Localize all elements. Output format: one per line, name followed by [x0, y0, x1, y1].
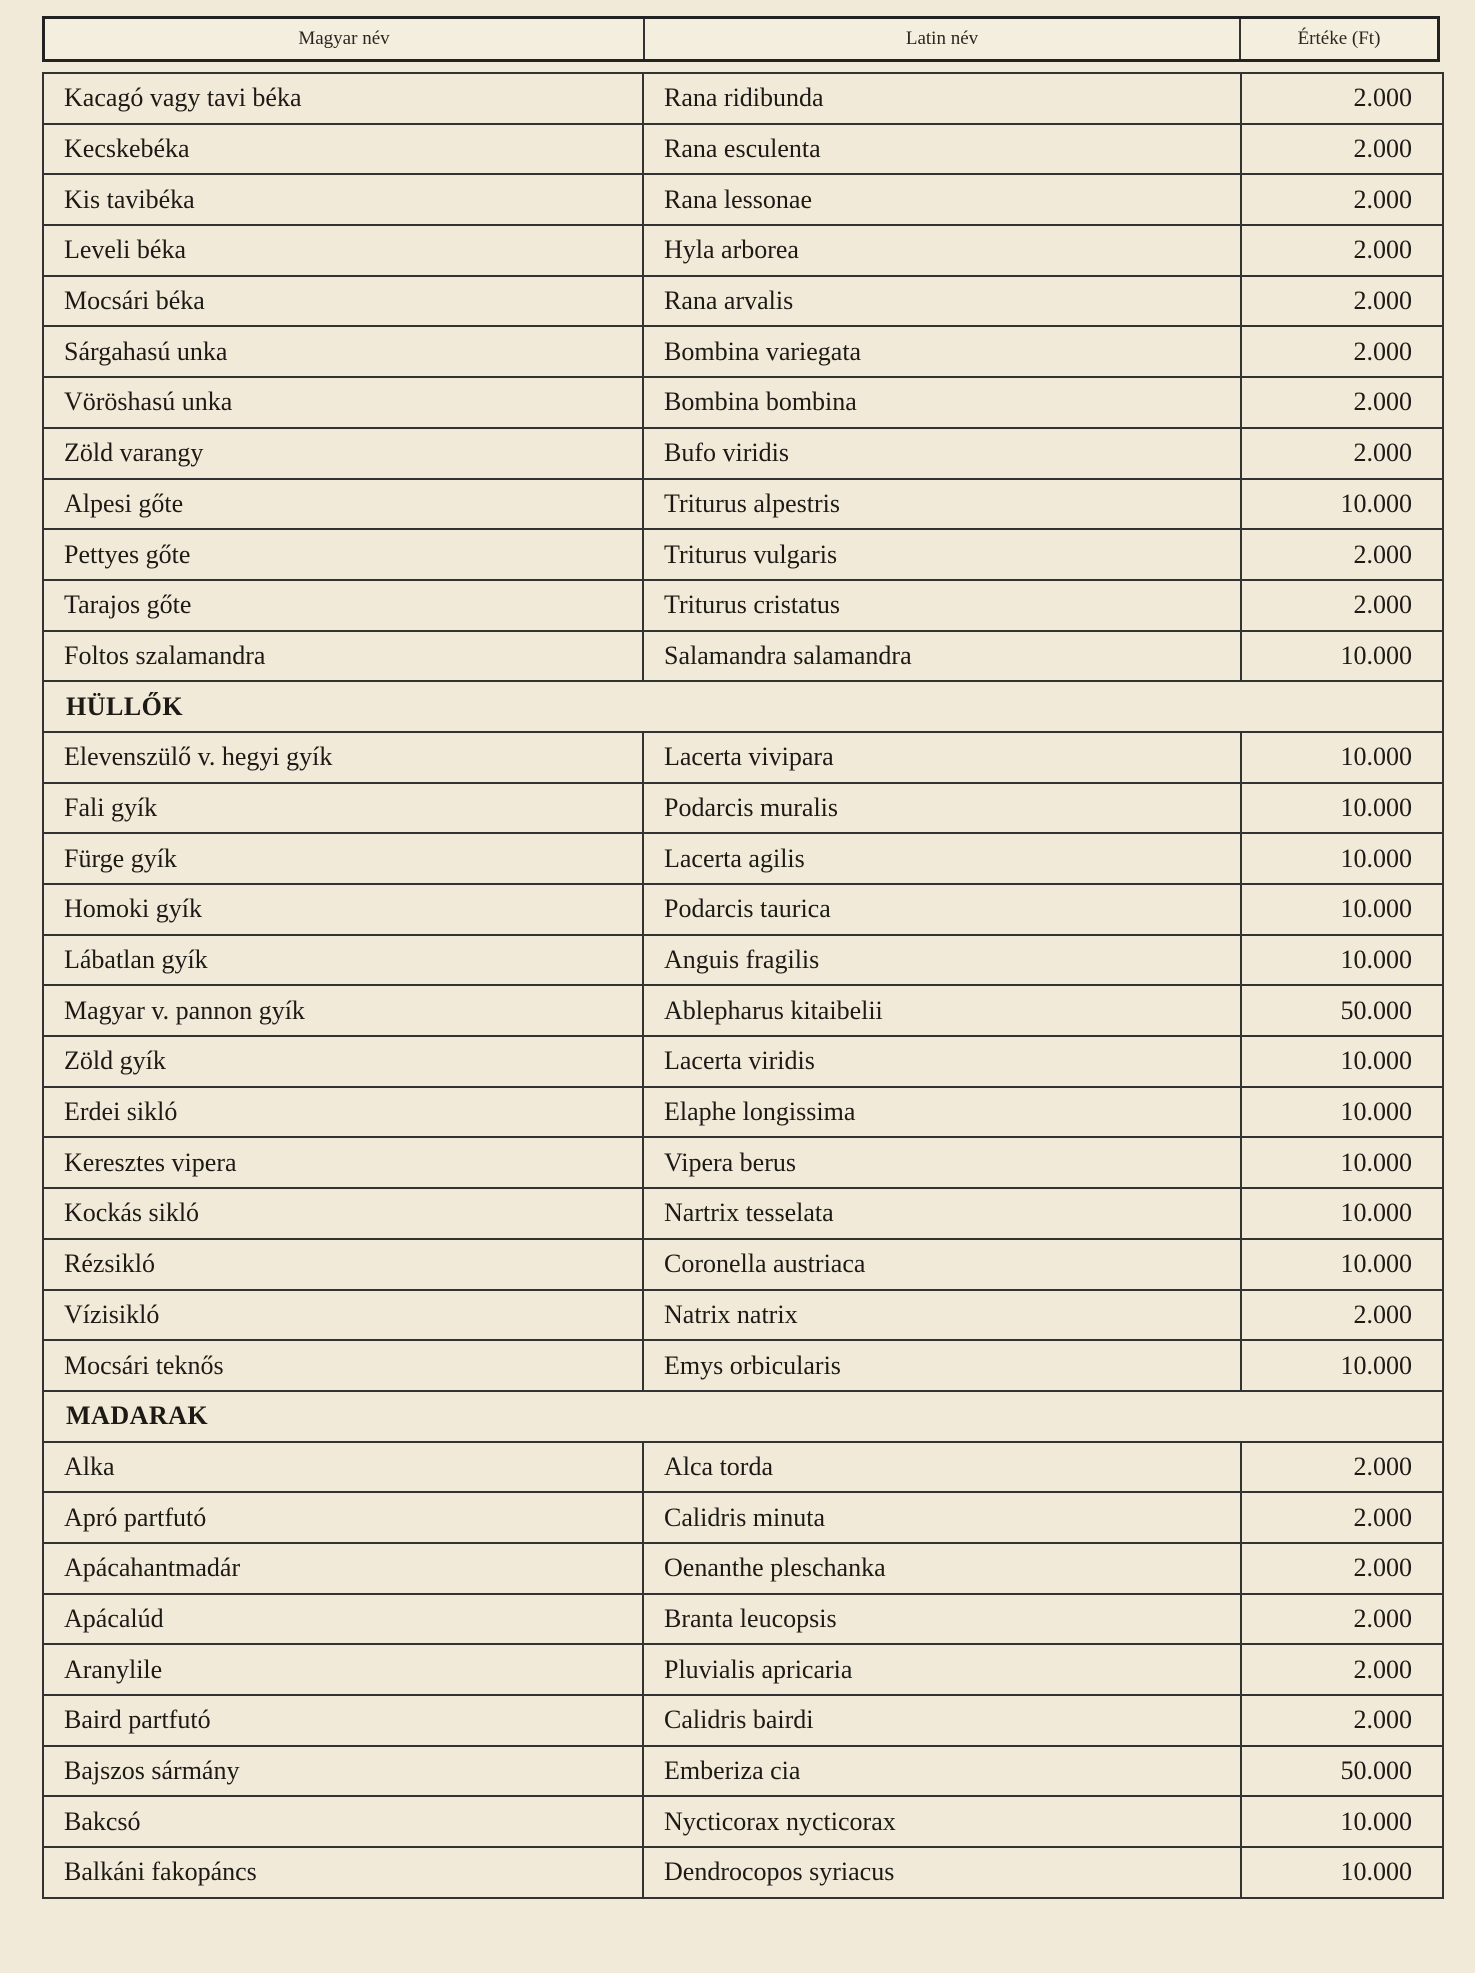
hungarian-name-cell: Pettyes gőte [44, 530, 644, 579]
table-row [44, 1645, 1442, 1696]
latin-name-cell: Pluvialis apricaria [644, 1645, 1242, 1694]
latin-name-cell: Rana ridibunda [644, 74, 1242, 123]
hungarian-name-cell: Kecskebéka [44, 125, 644, 174]
table-row [44, 1037, 1442, 1088]
value-cell: 50.000 [1340, 1756, 1412, 1786]
latin-name-cell: Dendrocopos syriacus [644, 1848, 1242, 1897]
hungarian-name-cell: Tarajos gőte [44, 581, 644, 630]
hungarian-name-cell: Erdei sikló [44, 1088, 644, 1137]
latin-name-cell: Lacerta vivipara [644, 733, 1242, 782]
latin-name-cell: Lacerta viridis [644, 1037, 1242, 1086]
value-cell: 50.000 [1340, 995, 1412, 1025]
hungarian-name-cell: Zöld gyík [44, 1037, 644, 1086]
hungarian-name-cell: Vöröshasú unka [44, 378, 644, 427]
value-cell: 10.000 [1340, 488, 1412, 518]
table-row [44, 986, 1442, 1037]
latin-name-cell: Oenanthe pleschanka [644, 1544, 1242, 1593]
table-row [44, 74, 1442, 125]
latin-name-cell: Rana lessonae [644, 175, 1242, 224]
table-row [44, 480, 1442, 531]
hungarian-name-cell: Kockás sikló [44, 1189, 644, 1238]
table-row [44, 125, 1442, 176]
header-hungarian-name: Magyar név [45, 19, 645, 59]
table-row [44, 834, 1442, 885]
hungarian-name-cell: Lábatlan gyík [44, 936, 644, 985]
hungarian-name-cell: Mocsári béka [44, 277, 644, 326]
latin-name-cell: Rana arvalis [644, 277, 1242, 326]
value-cell: 2.000 [1353, 1299, 1412, 1329]
hungarian-name-cell: Fali gyík [44, 784, 644, 833]
value-cell: 2.000 [1353, 1451, 1412, 1481]
hungarian-name-cell: Vízisikló [44, 1291, 644, 1340]
latin-name-cell: Hyla arborea [644, 226, 1242, 275]
latin-name-cell: Coronella austriaca [644, 1240, 1242, 1289]
value-cell: 10.000 [1340, 1097, 1412, 1127]
latin-name-cell: Bufo viridis [644, 429, 1242, 478]
latin-name-cell: Ablepharus kitaibelii [644, 986, 1242, 1035]
value-cell: 10.000 [1340, 1857, 1412, 1887]
table-header [42, 16, 1440, 62]
latin-name-cell: Podarcis muralis [644, 784, 1242, 833]
value-cell: 10.000 [1340, 1147, 1412, 1177]
hungarian-name-cell: Bajszos sármány [44, 1747, 644, 1796]
value-cell: 2.000 [1353, 438, 1412, 468]
table-row [44, 378, 1442, 429]
latin-name-cell: Salamandra salamandra [644, 632, 1242, 681]
value-cell: 2.000 [1353, 235, 1412, 265]
hungarian-name-cell: Apácalúd [44, 1595, 644, 1644]
hungarian-name-cell: Baird partfutó [44, 1696, 644, 1745]
value-cell: 10.000 [1340, 1046, 1412, 1076]
latin-name-cell: Lacerta agilis [644, 834, 1242, 883]
table-row [44, 885, 1442, 936]
hungarian-name-cell: Homoki gyík [44, 885, 644, 934]
table-row [44, 226, 1442, 277]
value-cell: 10.000 [1340, 945, 1412, 975]
table-row [44, 175, 1442, 226]
table-row [44, 1341, 1442, 1392]
table-row [44, 1797, 1442, 1848]
table-row [44, 1189, 1442, 1240]
hungarian-name-cell: Magyar v. pannon gyík [44, 986, 644, 1035]
header-value: Értéke (Ft) [1297, 28, 1381, 49]
value-cell: 2.000 [1353, 83, 1412, 113]
hungarian-name-cell: Elevenszülő v. hegyi gyík [44, 733, 644, 782]
section-heading: MADARAK [44, 1392, 1442, 1443]
hungarian-name-cell: Sárgahasú unka [44, 327, 644, 376]
latin-name-cell: Emys orbicularis [644, 1341, 1242, 1390]
value-cell: 2.000 [1353, 1603, 1412, 1633]
value-cell: 10.000 [1340, 1350, 1412, 1380]
table-row [44, 1696, 1442, 1747]
value-cell: 10.000 [1340, 1249, 1412, 1279]
hungarian-name-cell: Apácahantmadár [44, 1544, 644, 1593]
hungarian-name-cell: Rézsikló [44, 1240, 644, 1289]
latin-name-cell: Triturus alpestris [644, 480, 1242, 529]
table-row [44, 1544, 1442, 1595]
latin-name-cell: Elaphe longissima [644, 1088, 1242, 1137]
value-cell: 2.000 [1353, 1654, 1412, 1684]
table-row [44, 1088, 1442, 1139]
latin-name-cell: Triturus cristatus [644, 581, 1242, 630]
latin-name-cell: Vipera berus [644, 1138, 1242, 1187]
section-heading: HÜLLŐK [44, 682, 1442, 733]
species-table [42, 72, 1444, 1899]
latin-name-cell: Bombina bombina [644, 378, 1242, 427]
table-row [44, 1595, 1442, 1646]
latin-name-cell: Natrix natrix [644, 1291, 1242, 1340]
value-cell: 2.000 [1353, 184, 1412, 214]
latin-name-cell: Rana esculenta [644, 125, 1242, 174]
hungarian-name-cell: Alpesi gőte [44, 480, 644, 529]
table-row [44, 632, 1442, 683]
table-row [44, 327, 1442, 378]
value-cell: 2.000 [1353, 539, 1412, 569]
table-row [44, 784, 1442, 835]
value-cell: 2.000 [1353, 134, 1412, 164]
table-row [44, 1138, 1442, 1189]
hungarian-name-cell: Alka [44, 1443, 644, 1492]
table-row [44, 1747, 1442, 1798]
latin-name-cell: Triturus vulgaris [644, 530, 1242, 579]
latin-name-cell: Emberiza cia [644, 1747, 1242, 1796]
latin-name-cell: Nartrix tesselata [644, 1189, 1242, 1238]
hungarian-name-cell: Zöld varangy [44, 429, 644, 478]
value-cell: 10.000 [1340, 843, 1412, 873]
table-row [44, 936, 1442, 987]
hungarian-name-cell: Apró partfutó [44, 1493, 644, 1542]
latin-name-cell: Alca torda [644, 1443, 1242, 1492]
hungarian-name-cell: Mocsári teknős [44, 1341, 644, 1390]
latin-name-cell: Bombina variegata [644, 327, 1242, 376]
table-row [44, 429, 1442, 480]
value-cell: 10.000 [1340, 894, 1412, 924]
table-row [44, 733, 1442, 784]
hungarian-name-cell: Aranylile [44, 1645, 644, 1694]
latin-name-cell: Calidris bairdi [644, 1696, 1242, 1745]
table-row [44, 1291, 1442, 1342]
value-cell: 10.000 [1340, 1806, 1412, 1836]
value-cell: 2.000 [1353, 1502, 1412, 1532]
table-row [44, 1848, 1442, 1899]
value-cell: 2.000 [1353, 286, 1412, 316]
value-cell: 10.000 [1340, 792, 1412, 822]
value-cell: 2.000 [1353, 1705, 1412, 1735]
latin-name-cell: Calidris minuta [644, 1493, 1242, 1542]
value-cell: 10.000 [1340, 742, 1412, 772]
latin-name-cell: Nycticorax nycticorax [644, 1797, 1242, 1846]
hungarian-name-cell: Foltos szalamandra [44, 632, 644, 681]
value-cell: 10.000 [1340, 1198, 1412, 1228]
hungarian-name-cell: Balkáni fakopáncs [44, 1848, 644, 1897]
hungarian-name-cell: Kis tavibéka [44, 175, 644, 224]
latin-name-cell: Anguis fragilis [644, 936, 1242, 985]
hungarian-name-cell: Bakcsó [44, 1797, 644, 1846]
hungarian-name-cell: Leveli béka [44, 226, 644, 275]
hungarian-name-cell: Keresztes vipera [44, 1138, 644, 1187]
table-row [44, 581, 1442, 632]
table-row [44, 1443, 1442, 1494]
table-row [44, 530, 1442, 581]
latin-name-cell: Podarcis taurica [644, 885, 1242, 934]
table-row [44, 277, 1442, 328]
hungarian-name-cell: Fürge gyík [44, 834, 644, 883]
value-cell: 10.000 [1340, 640, 1412, 670]
value-cell: 2.000 [1353, 1553, 1412, 1583]
header-latin-name: Latin név [645, 19, 1241, 59]
latin-name-cell: Branta leucopsis [644, 1595, 1242, 1644]
table-row [44, 1493, 1442, 1544]
hungarian-name-cell: Kacagó vagy tavi béka [44, 74, 644, 123]
value-cell: 2.000 [1353, 336, 1412, 366]
value-cell: 2.000 [1353, 590, 1412, 620]
value-cell: 2.000 [1353, 387, 1412, 417]
table-row [44, 1240, 1442, 1291]
